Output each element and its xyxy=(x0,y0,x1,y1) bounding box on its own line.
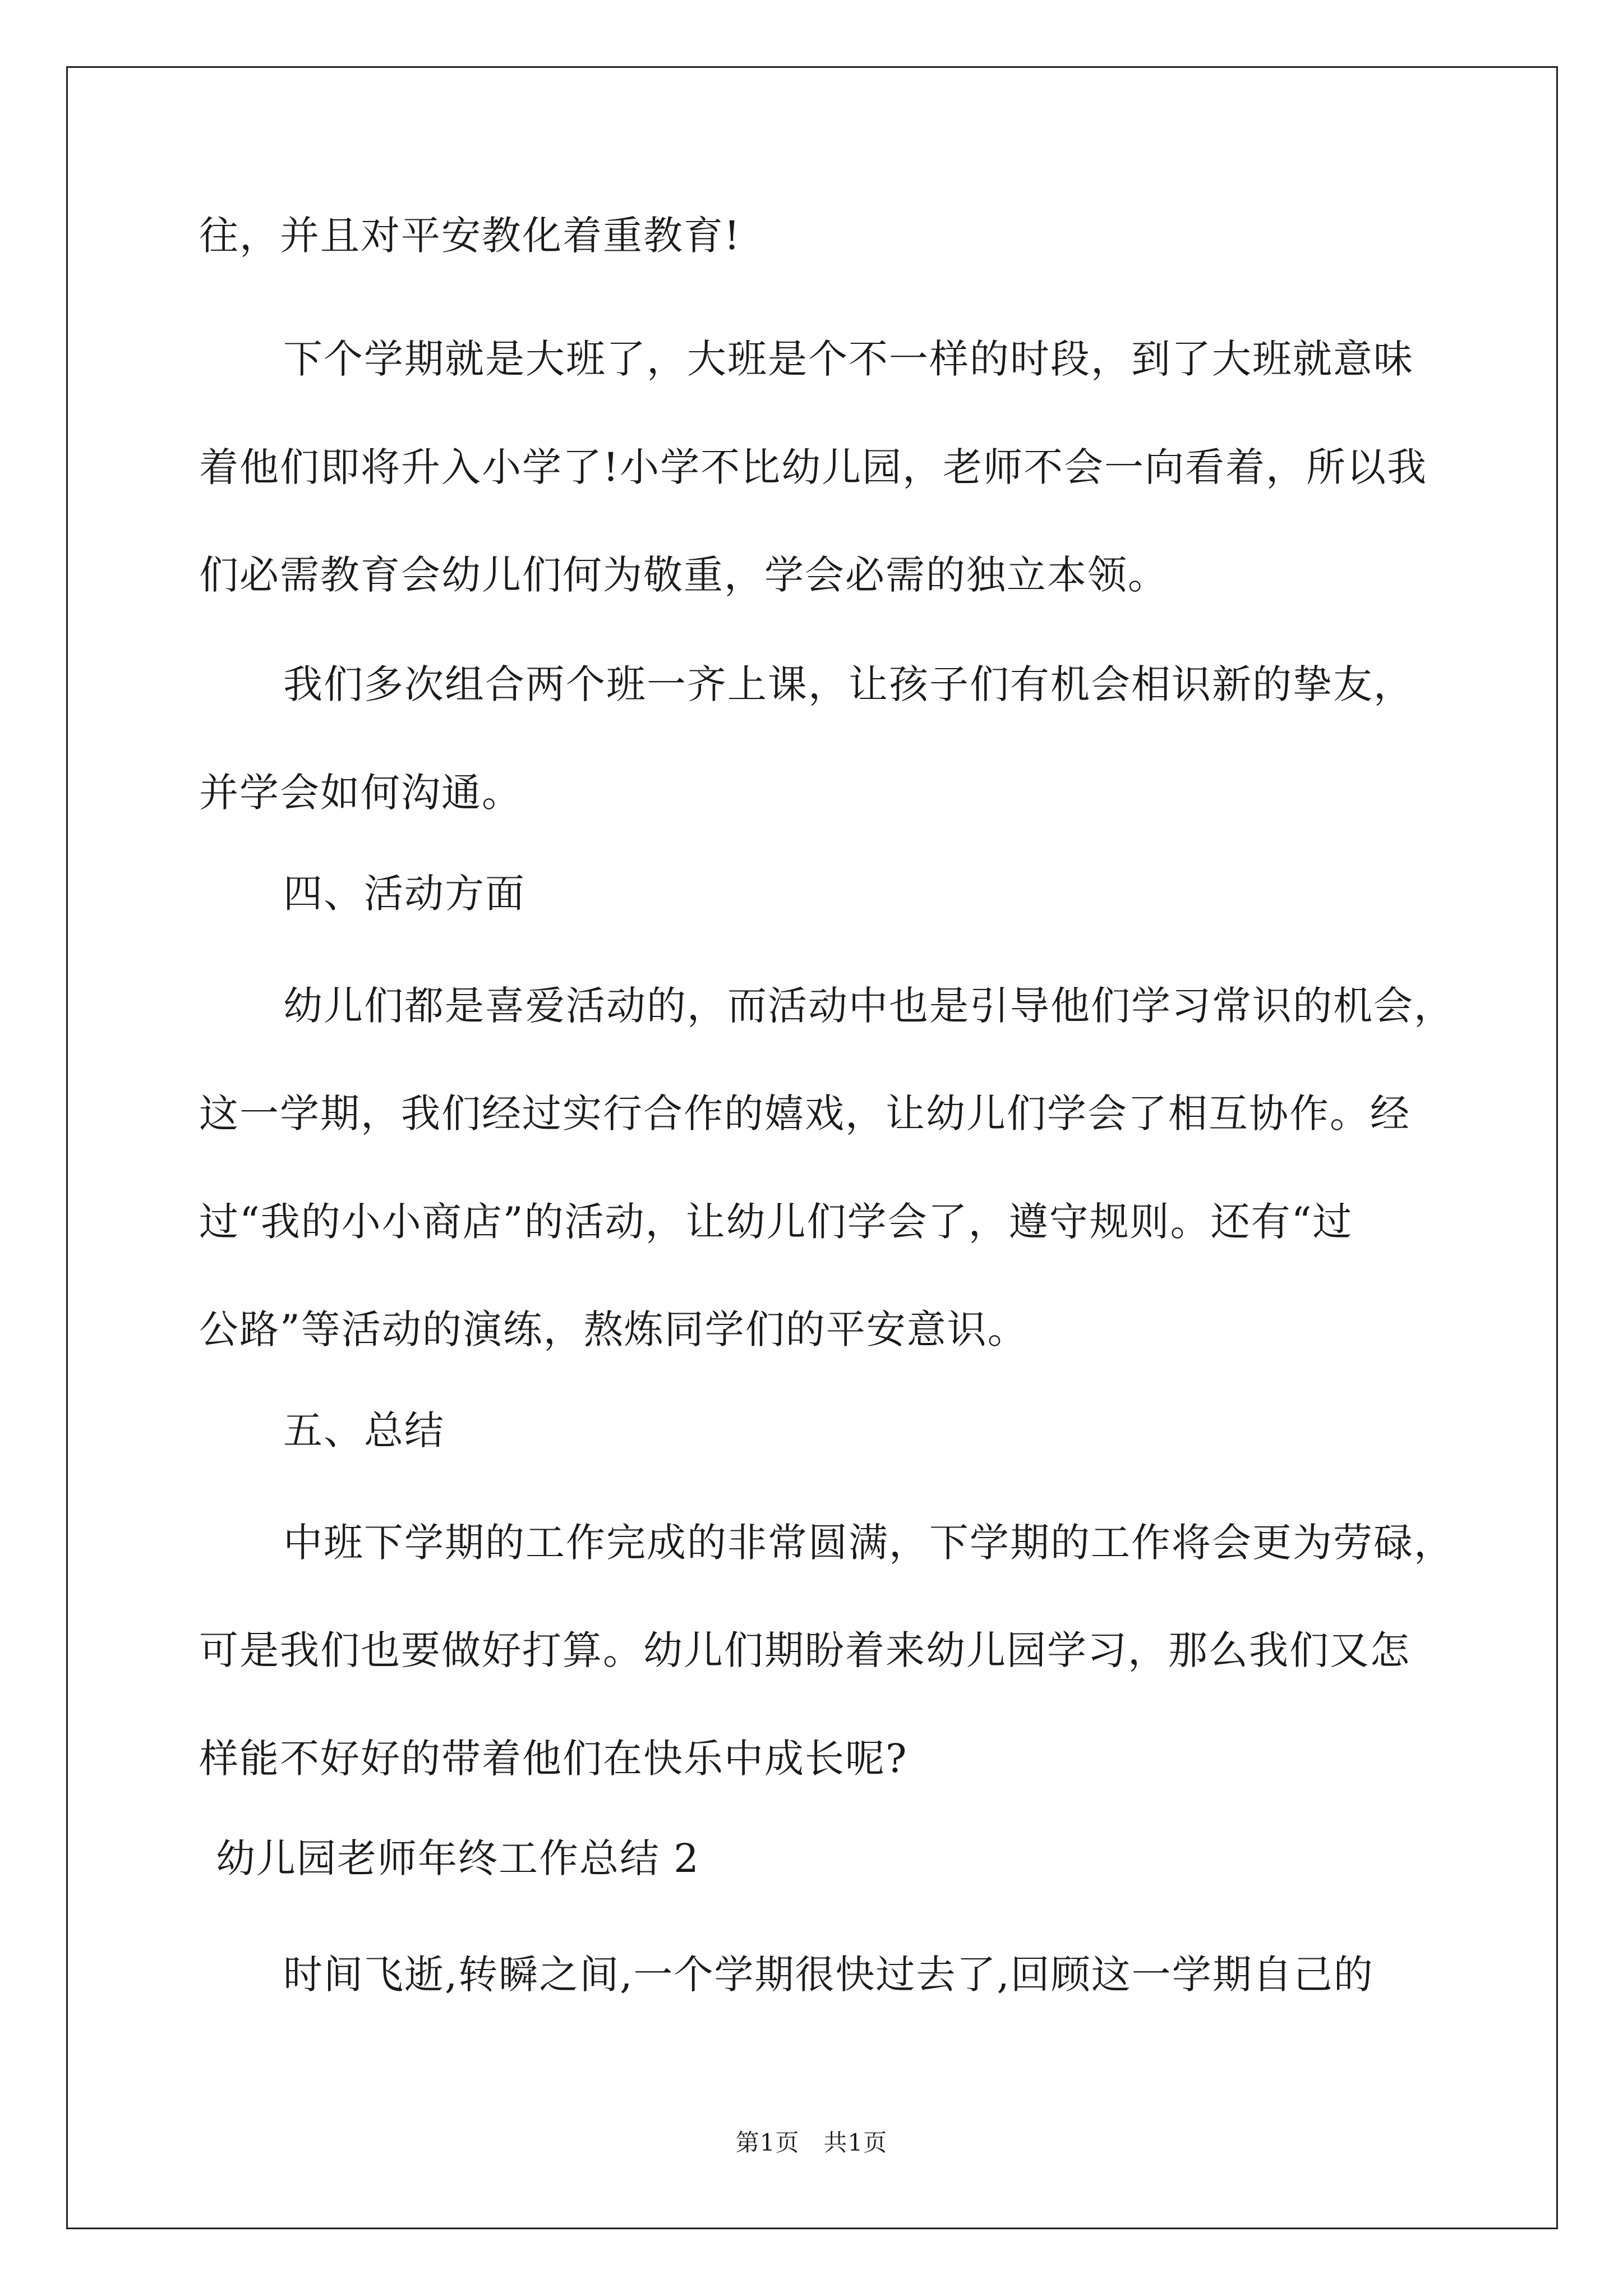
text-line-2: 下个学期就是大班了，大班是个不一样的时段，到了大班就意味 xyxy=(283,336,1414,382)
text-line-6: 并学会如何沟通。 xyxy=(199,770,522,816)
text-line-5: 我们多次组合两个班一齐上课，让孩子们有机会相识新的挚友， xyxy=(283,661,1414,707)
page-frame xyxy=(66,66,1558,2229)
text-line-14: 可是我们也要做好打算。幼儿们期盼着来幼儿园学习，那么我们又怎 xyxy=(199,1627,1410,1673)
section-heading-activities: 四、活动方面 xyxy=(283,871,525,917)
text-line-4: 们必需教育会幼儿们何为敬重，学会必需的独立本领。 xyxy=(199,552,1168,598)
page-footer: 第1页 共1页 xyxy=(735,2129,888,2156)
text-line-15: 样能不好好的带着他们在快乐中成长呢? xyxy=(199,1736,908,1782)
text-line-1: 往，并且对平安教化着重教育! xyxy=(199,213,741,259)
text-line-9: 这一学期，我们经过实行合作的嬉戏，让幼儿们学会了相互协作。经 xyxy=(199,1091,1410,1137)
document-heading-2: 幼儿园老师年终工作总结 2 xyxy=(216,1835,700,1881)
text-line-17: 时间飞逝,转瞬之间,一个学期很快过去了,回顾这一学期自己的 xyxy=(283,1952,1374,1998)
section-heading-summary: 五、总结 xyxy=(283,1407,445,1453)
text-line-10: 过“我的小小商店”的活动，让幼儿们学会了，遵守规则。还有“过 xyxy=(199,1199,1353,1245)
text-line-13: 中班下学期的工作完成的非常圆满，下学期的工作将会更为劳碌， xyxy=(283,1520,1454,1566)
text-line-3: 着他们即将升入小学了!小学不比幼儿园，老师不会一向看着，所以我 xyxy=(199,444,1428,490)
text-line-8: 幼儿们都是喜爱活动的，而活动中也是引导他们学习常识的机会， xyxy=(283,983,1454,1029)
text-line-11: 公路”等活动的演练，熬炼同学们的平安意识。 xyxy=(199,1306,1028,1352)
